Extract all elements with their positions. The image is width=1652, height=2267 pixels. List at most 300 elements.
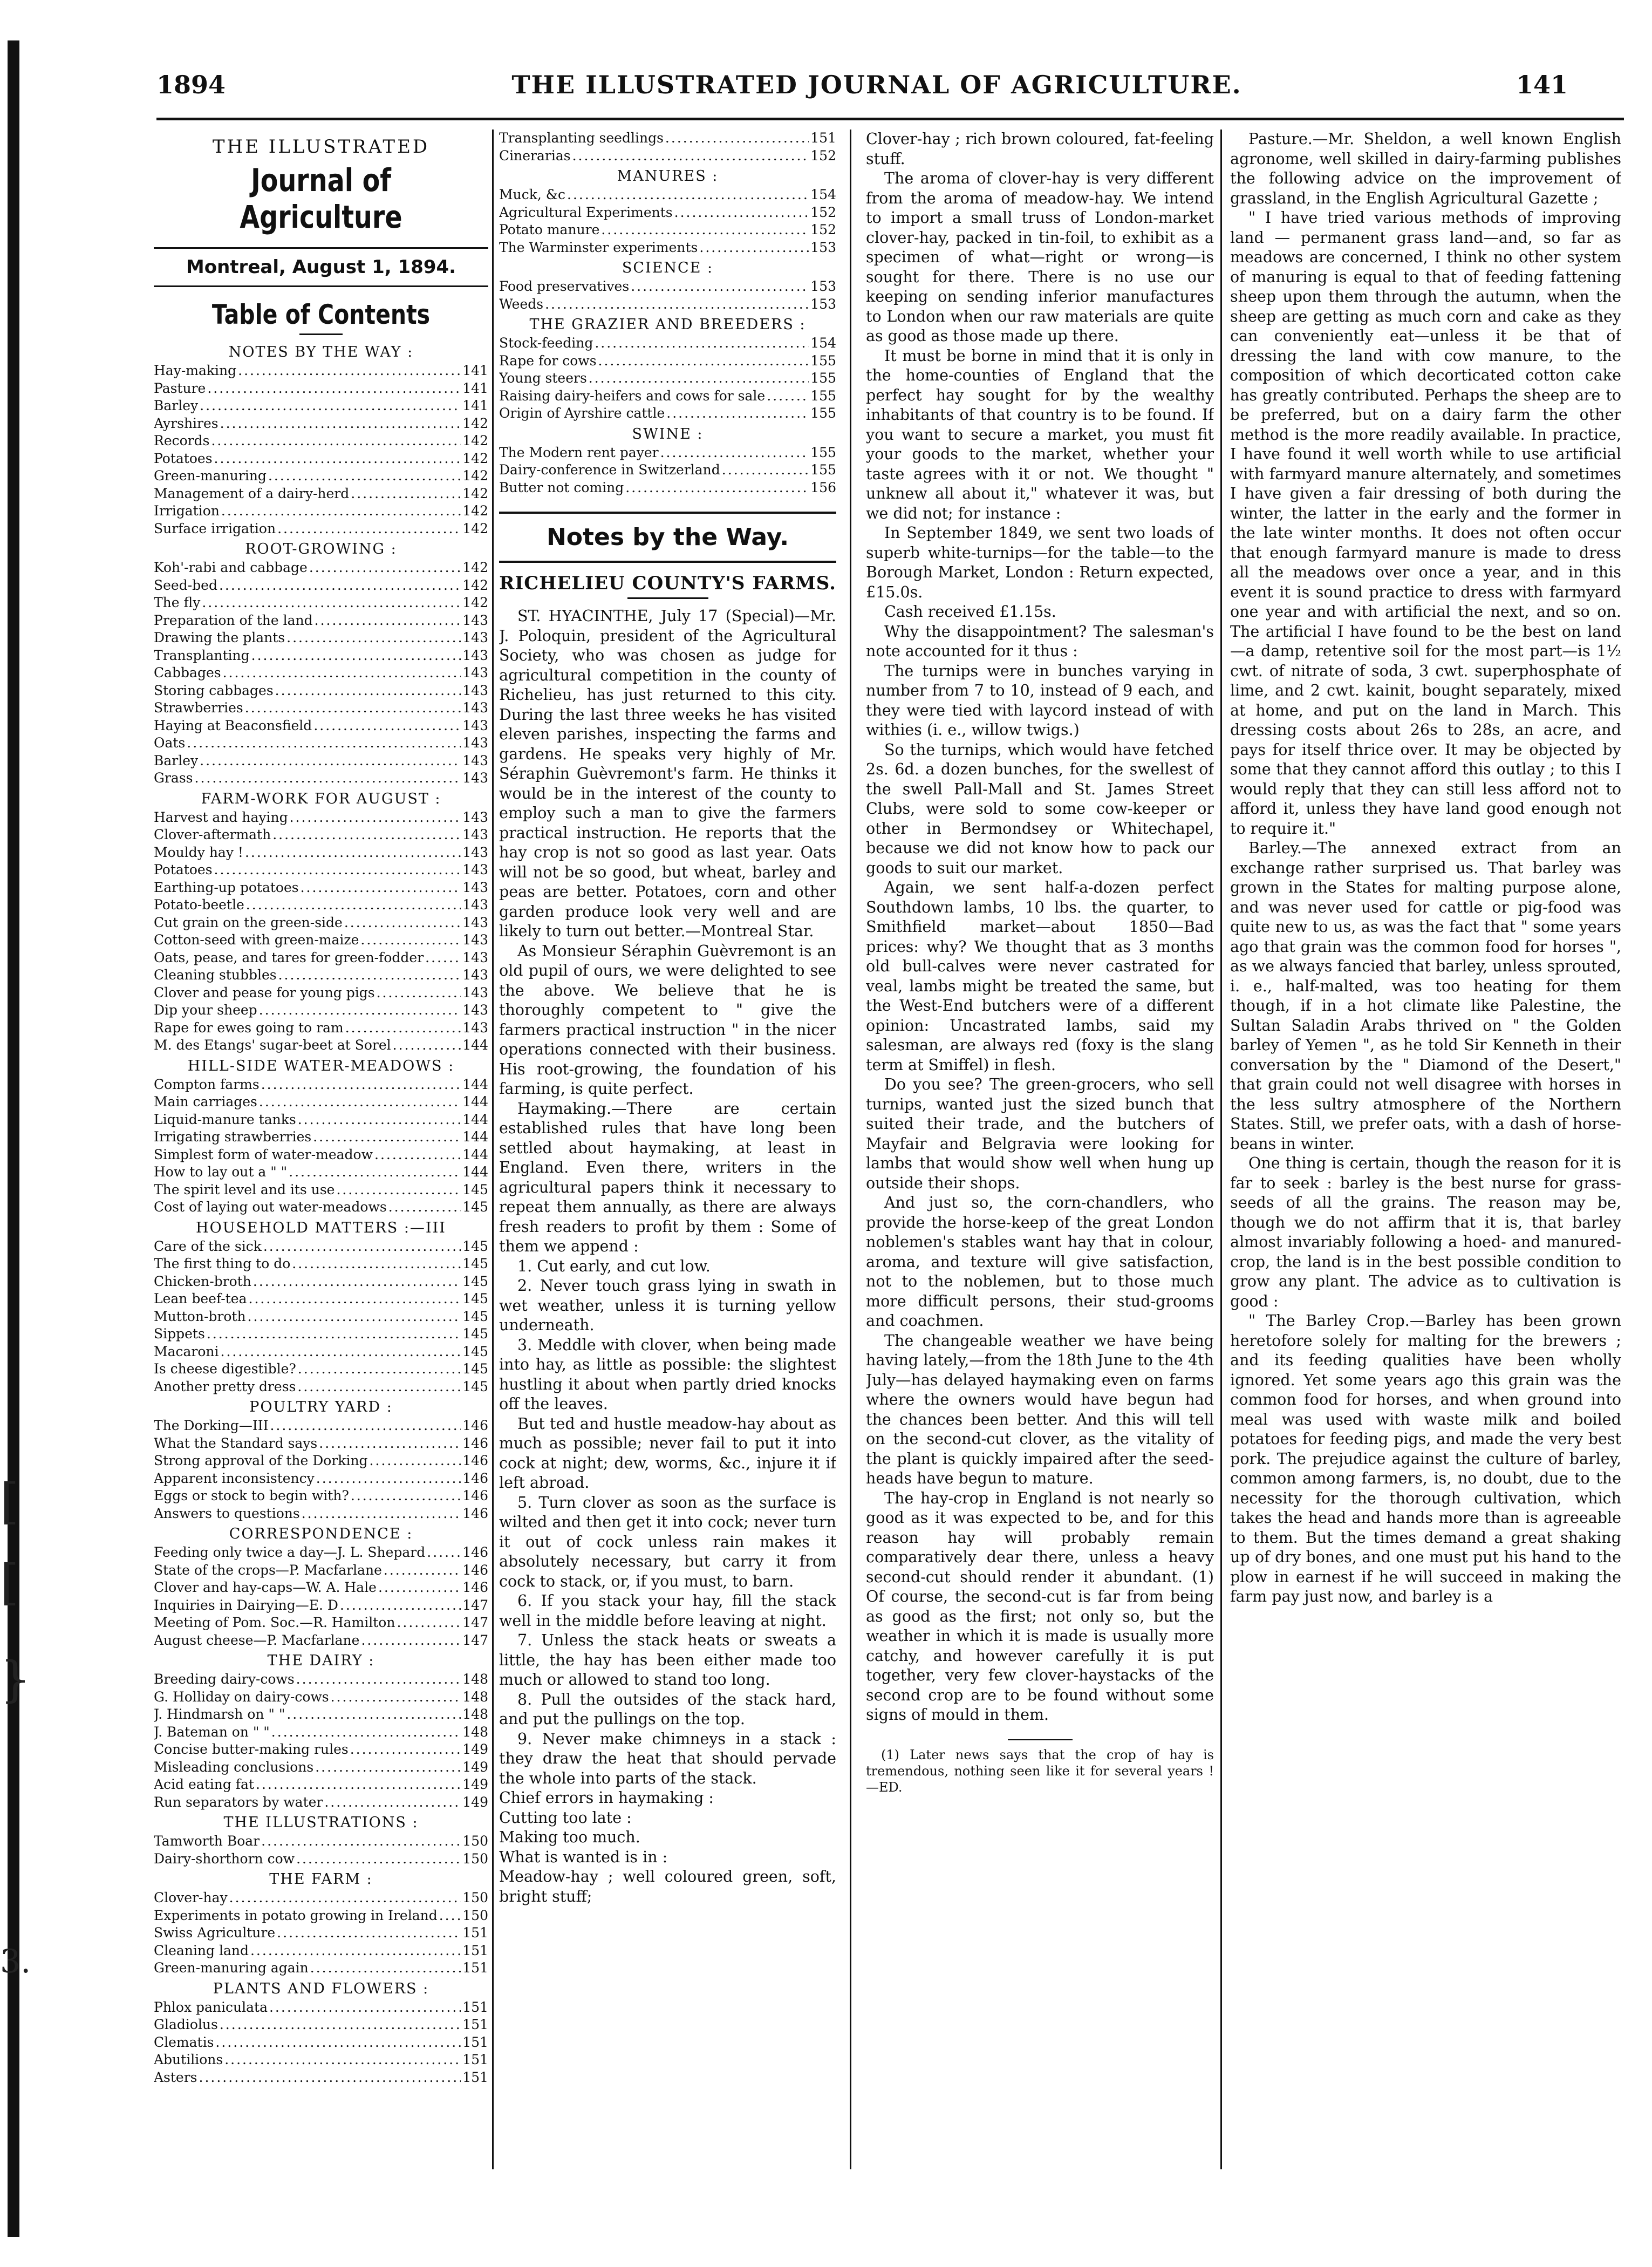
toc-entry-page: 143 — [462, 752, 488, 768]
toc-entry-title: State of the crops—P. Macfarlane — [154, 1562, 382, 1578]
toc-entry-title: Dip your sheep — [154, 1002, 257, 1018]
toc-section-heading: THE DAIRY : — [267, 1652, 375, 1669]
toc-entry-page: 151 — [462, 2069, 488, 2085]
toc-entry-page: 151 — [462, 2017, 488, 2032]
toc-entry-page: 151 — [462, 1925, 488, 1941]
toc-entry — [154, 1470, 488, 1488]
body-paragraph: Haymaking.—There are certain established rules that have long been settled about haymaking, at least in England. Even there, writers in the agricultural papers think it necessary to repeat them annually, as there are always fresh readers to profit by them : Some of them we append : — [499, 1099, 836, 1255]
toc-entry-page: 148 — [462, 1706, 488, 1722]
body-paragraph: As Monsieur Séraphin Guèvremont is an old pupil of ours, we were delighted to see the above. We believe that he is thoroughly competent to " give the farmers practical instruction " in the nicer operations connected with their business. His root-growing, the foundation of his farming, is quite perfect. — [499, 942, 836, 1098]
toc-leader-dots — [253, 1273, 461, 1291]
toc-entry — [154, 1255, 488, 1273]
toc-leader-dots — [631, 278, 809, 296]
column-3 — [866, 130, 1214, 2234]
toc-entry-page: 146 — [462, 1435, 488, 1451]
column-rule — [492, 130, 494, 2169]
header-rule — [156, 118, 1624, 120]
toc-leader-dots — [572, 147, 809, 165]
toc-entry — [499, 221, 836, 239]
toc-entry — [154, 1273, 488, 1291]
toc-entry-title: Misleading conclusions — [154, 1759, 314, 1775]
toc-entry — [154, 1907, 488, 1925]
toc-entry-page: 142 — [462, 577, 488, 593]
toc-entry — [154, 1706, 488, 1724]
toc-leader-dots — [384, 1562, 461, 1580]
toc-entry — [499, 239, 836, 257]
toc-list — [154, 343, 488, 2086]
toc-entry-title: Acid eating fat — [154, 1776, 254, 1792]
toc-entry-title: Cinerarias — [499, 147, 571, 164]
toc-entry — [154, 949, 488, 967]
toc-entry-title: Run separators by water — [154, 1794, 323, 1810]
toc-entry-page: 145 — [462, 1181, 488, 1197]
masthead-dateline: Montreal, August 1, 1894. — [154, 247, 488, 287]
toc-leader-dots — [374, 1146, 461, 1164]
toc-entry-page: 143 — [462, 682, 488, 698]
toc-entry-page: 147 — [462, 1632, 488, 1648]
toc-entry — [154, 682, 488, 700]
toc-section-heading: ROOT-GROWING : — [245, 541, 397, 557]
toc-entry-page: 141 — [462, 363, 488, 378]
toc-entry — [154, 699, 488, 717]
toc-entry-title: Macaroni — [154, 1343, 219, 1359]
toc-leader-dots — [345, 1019, 461, 1037]
toc-entry — [154, 1290, 488, 1308]
article-heading-rule — [627, 597, 708, 599]
body-paragraph: Pasture.—Mr. Sheldon, a well known English agronome, well skilled in dairy-farming publishes the following advice on the improvement of grassland, in the English Agricultural Gazette ; — [1230, 130, 1621, 207]
toc-entry-page: 148 — [462, 1689, 488, 1705]
body-paragraph: 6. If you stack your hay, fill the stack well in the middle before leaving at night. — [499, 1592, 836, 1630]
toc-entry-title: Barley — [154, 398, 199, 413]
toc-leader-dots — [316, 1470, 461, 1488]
toc-entry-page: 143 — [462, 647, 488, 663]
toc-entry — [154, 1199, 488, 1216]
footnote-rule — [1008, 1739, 1073, 1740]
toc-leader-dots — [674, 204, 809, 222]
toc-entry-page: 144 — [462, 1094, 488, 1109]
toc-leader-dots — [427, 1544, 461, 1562]
toc-entry-title: Drawing the plants — [154, 630, 285, 645]
toc-entry — [154, 520, 488, 538]
toc-entry — [154, 1924, 488, 1942]
toc-entry-title: Compton farms — [154, 1076, 260, 1092]
body-paragraph: But ted and hustle meadow-hay about as much as possible; never fail to put it into cock at night; dew, worms, &c., injure it if left abroad. — [499, 1414, 836, 1492]
toc-entry — [154, 1671, 488, 1689]
toc-leader-dots — [344, 914, 461, 932]
toc-section-heading: PLANTS AND FLOWERS : — [213, 1980, 429, 1997]
toc-leader-dots — [220, 2016, 461, 2034]
toc-entry-page: 152 — [810, 204, 836, 220]
toc-section-heading: SWINE : — [632, 425, 704, 442]
toc-leader-dots — [315, 1759, 461, 1776]
toc-leader-dots — [625, 479, 809, 497]
toc-leader-dots — [249, 1290, 461, 1308]
toc-entry-title: Simplest form of water-meadow — [154, 1146, 373, 1162]
toc-entry — [154, 1002, 488, 1019]
toc-entry — [154, 861, 488, 879]
body-paragraph: Why the disappointment? The salesman's note accounted for it thus : — [866, 622, 1214, 660]
toc-entry-title: Green-manuring again — [154, 1960, 309, 1976]
toc-leader-dots — [660, 444, 809, 462]
toc-entry-title: Potatoes — [154, 862, 213, 877]
toc-leader-dots — [263, 1238, 461, 1256]
toc-leader-dots — [271, 1724, 461, 1741]
toc-entry-page: 143 — [462, 735, 488, 751]
toc-leader-dots — [286, 1706, 461, 1724]
toc-entry-title: Cut grain on the green-side — [154, 914, 343, 930]
toc-entry — [154, 1163, 488, 1181]
toc-entry — [499, 186, 836, 204]
toc-entry — [154, 1741, 488, 1759]
toc-entry-page: 142 — [462, 485, 488, 501]
body-paragraph: Cash received £1.15s. — [884, 603, 1056, 621]
toc-entry-page: 153 — [810, 296, 836, 312]
toc-entry-title: Breeding dairy-cows — [154, 1671, 295, 1687]
toc-entry — [154, 752, 488, 770]
column-4 — [1230, 130, 1621, 2234]
toc-entry-title: Clover-hay — [154, 1890, 228, 1905]
toc-entry — [154, 362, 488, 380]
toc-leader-dots — [425, 949, 461, 967]
toc-title: Table of Contents — [211, 299, 431, 330]
toc-entry-page: 149 — [462, 1776, 488, 1792]
toc-section-heading: HOUSEHOLD MATTERS :—III — [196, 1219, 446, 1236]
toc-leader-dots — [310, 1959, 461, 1977]
toc-entry-page: 149 — [462, 1794, 488, 1810]
toc-entry-title: Irrigation — [154, 503, 220, 519]
toc-entry-title: Grass — [154, 770, 193, 786]
toc-entry-title: Mutton-broth — [154, 1308, 246, 1324]
toc-entry-title: Transplanting seedlings — [499, 130, 664, 146]
toc-entry — [154, 1597, 488, 1615]
toc-entry-title: The Warminster experiments — [499, 239, 698, 255]
toc-entry — [154, 1019, 488, 1037]
toc-leader-dots — [378, 1579, 461, 1597]
toc-entry-page: 144 — [462, 1146, 488, 1162]
toc-entry — [154, 826, 488, 844]
binding-spine — [8, 40, 19, 2237]
toc-entry — [154, 1181, 488, 1199]
toc-entry-title: Pasture — [154, 380, 206, 396]
body-paragraph: So the turnips, which would have fetched 2s. 6d. a dozen bunches, for the swellest of the swell Pall-Mall and St. James Street Clubs, were sold to some cow-keeper or other in Bermondsey or Whitechapel, because we did not know how to pack our goods to suit our market. — [866, 740, 1214, 877]
toc-entry-page: 155 — [810, 352, 836, 369]
toc-entry-page: 143 — [462, 700, 488, 716]
toc-entry-page: 152 — [810, 147, 836, 164]
toc-entry-title: Feeding only twice a day—J. L. Shepard — [154, 1544, 426, 1560]
toc-entry — [154, 647, 488, 665]
toc-entry-title: Records — [154, 433, 210, 448]
toc-entry-title: Clover and pease for young pigs — [154, 984, 375, 1000]
toc-entry — [154, 485, 488, 503]
toc-leader-dots — [245, 844, 461, 862]
toc-leader-dots — [214, 450, 461, 468]
toc-entry-title: Abutilions — [154, 2052, 223, 2067]
toc-leader-dots — [302, 1505, 461, 1523]
toc-leader-dots — [261, 1076, 461, 1094]
header-page-number: 141 — [1516, 70, 1568, 99]
toc-entry-page: 150 — [462, 1890, 488, 1905]
toc-entry — [154, 1544, 488, 1562]
toc-entry — [154, 717, 488, 735]
toc-entry-title: What the Standard says — [154, 1435, 318, 1451]
body-paragraph: 5. Turn clover as soon as the surface is wilted and then get it into cock; never turn it out of cock unless rain makes it absolutely necessary, but carry it from cock to stack, or, if you must, to barn. — [499, 1493, 836, 1590]
toc-entry — [154, 467, 488, 485]
toc-leader-dots — [229, 1889, 461, 1907]
toc-entry-page: 146 — [462, 1418, 488, 1433]
column-2 — [499, 130, 836, 2234]
toc-leader-dots — [259, 1002, 461, 1019]
toc-leader-dots — [319, 1435, 461, 1453]
toc-leader-dots — [221, 1343, 461, 1361]
toc-entry — [154, 1308, 488, 1326]
toc-entry — [154, 2069, 488, 2087]
toc-entry-title: Preparation of the land — [154, 612, 313, 628]
toc-leader-dots — [397, 1614, 461, 1632]
toc-entry — [154, 1562, 488, 1580]
footnote: (1) Later news says that the crop of hay is tremendous, nothing seen like it for several years !—ED. — [866, 1747, 1214, 1795]
toc-entry-page: 155 — [810, 370, 836, 386]
toc-entry-page: 155 — [810, 387, 836, 404]
body-paragraph: Do you see? The green-grocers, who sell turnips, wanted just the sized bunch that suited their trade, and the butchers of Mayfair and Belgravia were looking for lambs that would show well when hung up outside their shops. — [866, 1075, 1214, 1192]
toc-entry-page: 150 — [462, 1850, 488, 1867]
toc-entry-title: Ayrshires — [154, 415, 219, 431]
body-paragraph: 8. Pull the outsides of the stack hard, and put the pullings on the top. — [499, 1690, 836, 1728]
toc-entry — [154, 1435, 488, 1453]
column-rule — [1220, 130, 1222, 2169]
toc-leader-dots — [223, 664, 461, 682]
toc-entry-page: 142 — [462, 468, 488, 484]
toc-entry — [499, 204, 836, 222]
toc-entry — [154, 1487, 488, 1505]
toc-entry-page: 152 — [810, 222, 836, 237]
toc-entry-page: 143 — [462, 665, 488, 680]
body-paragraph: The aroma of clover-hay is very different from the aroma of meadow-hay. We intend to import a small truss of London-market clover-hay, packed in tin-foil, to exhibit as a specimen of what—right or wrong—is sought for there. There is no use our keeping on sending inferior manufactures to London when our raw materials are quite as good as those made up there. — [866, 169, 1214, 345]
toc-entry-page: 143 — [462, 967, 488, 983]
toc-entry-page: 151 — [462, 2052, 488, 2067]
toc-entry — [154, 1689, 488, 1706]
toc-title-rule — [299, 333, 343, 335]
toc-entry — [154, 1128, 488, 1146]
body-paragraph: ST. HYACINTHE, July 17 (Special)—Mr. J. Poloquin, president of the Agricultural Society, who was chosen as judge for agricultural competition in the county of Richelieu, has just returned to this city. During the last three weeks he has visited eleven parishes, inspecting the farms and gardens. He speaks very highly of Mr. Séraphin Guèvremont's farm. He thinks it would be in the interest of the county to employ such a man to give the farmers practical instruction. He reports that the hay crop is not so good as last year. Oats will not be so good, but wheat, barley and peas are better. Potatoes, corn and other garden produce look very well and are likely to turn out better.—Montreal Star. — [499, 607, 836, 940]
toc-entry-title: Seed-bed — [154, 577, 217, 593]
toc-leader-dots — [296, 1671, 461, 1689]
toc-entry — [499, 444, 836, 462]
toc-leader-dots — [275, 682, 461, 700]
toc-entry-page: 147 — [462, 1615, 488, 1630]
toc-entry-title: Swiss Agriculture — [154, 1925, 276, 1941]
toc-entry-page: 154 — [810, 187, 836, 202]
margin-brace: } — [0, 1651, 31, 1708]
toc-entry-page: 144 — [462, 1164, 488, 1180]
body-paragraph: 2. Never touch grass lying in swath in wet weather, unless it is turning yellow underneath. — [499, 1277, 836, 1334]
toc-entry-title: Barley — [154, 752, 199, 768]
toc-entry-page: 151 — [462, 1942, 488, 1958]
toc-entry — [154, 1378, 488, 1396]
toc-entry-page: 150 — [462, 1907, 488, 1923]
toc-leader-dots — [370, 1452, 461, 1470]
toc-leader-dots — [361, 1632, 461, 1650]
margin-note: 3. — [0, 1943, 31, 1980]
toc-entry — [154, 896, 488, 914]
toc-leader-dots — [207, 1325, 461, 1343]
toc-leader-dots — [270, 1417, 461, 1435]
toc-entry-page: 144 — [462, 1076, 488, 1092]
body-paragraph: The hay-crop in England is not nearly so good as it was expected to be, and for this reason hay will probably remain comparatively dear there, unless a heavy second-cut should render it abundant. (1) Of course, the second-cut is far from being as good as the first; not only so, but the weather in which it is made is usually more catchy, and however carefully it is put together, very few clover-haystacks of the second crop are to be found without some signs of mould in them. — [866, 1489, 1214, 1724]
toc-entry-page: 151 — [462, 1960, 488, 1976]
toc-leader-dots — [309, 559, 461, 577]
toc-entry — [154, 1794, 488, 1812]
toc-entry-title: Potato manure — [499, 222, 600, 237]
toc-entry — [154, 1999, 488, 2017]
toc-entry-page: 143 — [462, 717, 488, 733]
toc-entry-page: 143 — [462, 879, 488, 895]
toc-entry-page: 142 — [462, 503, 488, 519]
body-paragraph: In September 1849, we sent two loads of superb white-turnips—for the table—to the Borough Market, London : Return expected, £15.0s. — [866, 524, 1214, 601]
toc-entry-page: 141 — [462, 398, 488, 413]
toc-entry — [154, 1093, 488, 1111]
body-paragraph: It must be borne in mind that it is only in the home-counties of England that the perfect hay sought for by the wealthy inhabitants of that country is to be found. If you want to secure a market, you must fit your goods to the market, whether your taste agrees with it or not. We thought " unknew all about it," whatever it was, but we did not; for instance : — [866, 346, 1214, 522]
toc-entry — [154, 380, 488, 398]
toc-entry-page: 145 — [462, 1343, 488, 1359]
toc-leader-dots — [246, 896, 461, 914]
toc-entry-title: Tamworth Boar — [154, 1833, 260, 1849]
toc-entry — [154, 1889, 488, 1907]
toc-entry — [154, 1632, 488, 1650]
toc-entry — [154, 594, 488, 612]
toc-entry-title: Rape for ewes going to ram — [154, 1019, 344, 1036]
toc-leader-dots — [220, 415, 461, 433]
margin-bracket: [ — [0, 1473, 19, 1530]
toc-entry-page: 143 — [462, 770, 488, 786]
toc-entry-page: 146 — [462, 1580, 488, 1595]
toc-entry — [154, 664, 488, 682]
toc-entry-title: Experiments in potato growing in Ireland — [154, 1907, 438, 1923]
toc-entry-title: Lean beef-tea — [154, 1291, 247, 1306]
toc-entry-title: How to lay out a " " — [154, 1164, 288, 1180]
toc-entry-title: Phlox paniculata — [154, 1999, 268, 2015]
body-paragraph: 9. Never make chimneys in a stack : they draw the heat that should pervade the whole into parts of the stack. — [499, 1730, 836, 1787]
toc-entry-page: 143 — [462, 809, 488, 825]
toc-leader-dots — [393, 1037, 461, 1054]
toc-leader-dots — [567, 186, 809, 204]
toc-entry-page: 143 — [462, 914, 488, 930]
toc-leader-dots — [336, 1181, 461, 1199]
toc-entry — [154, 1238, 488, 1256]
toc-leader-dots — [187, 734, 461, 752]
toc-entry-title: Cleaning stubbles — [154, 967, 277, 983]
notes-title: Notes by the Way. — [499, 512, 836, 563]
toc-entry-title: Answers to questions — [154, 1505, 300, 1521]
toc-entry-title: The Modern rent payer — [499, 444, 659, 460]
toc-leader-dots — [331, 1689, 461, 1706]
body-paragraph: 7. Unless the stack heats or sweats a little, the hay has been either made too much or allowed to stand too long. — [499, 1631, 836, 1689]
body-paragraph: Clover-hay ; rich brown coloured, fat-feeling stuff. — [866, 130, 1214, 168]
toc-leader-dots — [351, 1487, 461, 1505]
toc-leader-dots — [278, 966, 461, 984]
toc-entry — [154, 1833, 488, 1850]
toc-entry-title: Management of a dairy-herd — [154, 485, 350, 501]
toc-section-heading: SCIENCE : — [622, 260, 714, 276]
toc-entry — [154, 984, 488, 1002]
toc-entry — [499, 147, 836, 165]
toc-entry — [154, 734, 488, 752]
toc-entry — [154, 612, 488, 630]
toc-entry — [154, 770, 488, 787]
toc-entry — [499, 461, 836, 479]
toc-entry-page: 142 — [462, 560, 488, 575]
toc-entry-page: 149 — [462, 1759, 488, 1775]
body-paragraph: The turnips were in bunches varying in number from 7 to 10, instead of 9 each, and they were tied with laycord instead of with withies (i. e., willow twigs.) — [866, 662, 1214, 739]
toc-leader-dots — [199, 2069, 461, 2087]
toc-entry — [154, 2034, 488, 2052]
toc-entry — [154, 844, 488, 862]
toc-leader-dots — [215, 2034, 461, 2052]
toc-leader-dots — [722, 461, 809, 479]
toc-entry-title: G. Holliday on dairy-cows — [154, 1689, 329, 1705]
toc-entry-title: Cleaning land — [154, 1942, 249, 1958]
toc-leader-dots — [292, 1255, 461, 1273]
toc-entry-page: 151 — [810, 130, 836, 146]
toc-leader-dots — [296, 1850, 461, 1868]
toc-entry — [154, 1776, 488, 1794]
toc-entry-page: 151 — [462, 1999, 488, 2015]
body-paragraph: 1. Cut early, and cut low. — [517, 1257, 711, 1275]
toc-entry-page: 145 — [462, 1199, 488, 1215]
toc-leader-dots — [313, 717, 461, 735]
toc-entry — [154, 1959, 488, 1977]
toc-entry-title: Care of the sick — [154, 1238, 262, 1254]
toc-entry-title: Irrigating strawberries — [154, 1129, 312, 1145]
toc-entry-page: 147 — [462, 1597, 488, 1613]
toc-leader-dots — [272, 826, 461, 844]
toc-leader-dots — [214, 861, 461, 879]
toc-entry-title: Haying at Beaconsfield — [154, 717, 312, 733]
toc-entry-title: Dairy-shorthorn cow — [154, 1850, 295, 1867]
toc-entry-page: 153 — [810, 239, 836, 255]
toc-entry-title: August cheese—P. Macfarlane — [154, 1632, 360, 1648]
toc-entry-page: 143 — [462, 984, 488, 1000]
column-rule — [850, 130, 851, 2169]
body-paragraph: " The Barley Crop.—Barley has been grown heretofore solely for malting for the brewers ; and its feeding qualities have been wholly ignored. Yet some years ago this grain was the common food for horses, and when ground into meal was used with waste milk and boiled potatoes for feeding pigs, and made the very best pork. The prejudice against the culture of barley, common among farmers, is, no doubt, due to the necessity for the thorough cultivation, which takes the head and hands more than is agreeable to them. But the times demand a great shaking up of dry bones, and one must put his hand to the plow in earnest if he will succeed in making the farm pay just now, and barley is a — [1230, 1312, 1621, 1605]
toc-entry — [499, 352, 836, 370]
toc-leader-dots — [202, 594, 461, 612]
toc-entry — [499, 370, 836, 387]
toc-leader-dots — [298, 1360, 461, 1378]
toc-entry-title: Gladiolus — [154, 2017, 218, 2032]
article-heading: RICHELIEU COUNTY'S FARMS. — [499, 573, 836, 594]
toc-entry-title: The fly — [154, 595, 201, 610]
toc-entry — [154, 629, 488, 647]
toc-entry-page: 146 — [462, 1505, 488, 1521]
toc-entry-page: 146 — [462, 1488, 488, 1503]
toc-entry-page: 145 — [462, 1273, 488, 1289]
toc-entry — [154, 931, 488, 949]
toc-entry — [154, 1037, 488, 1054]
body-paragraph: Making too much. — [499, 1828, 640, 1846]
toc-entry-page: 150 — [462, 1833, 488, 1849]
toc-entry-page: 143 — [462, 897, 488, 913]
body-paragraph: And just so, the corn-chandlers, who provide the horse-keep of the great London noblemen's stables want hay that in colour, aroma, and texture will give satisfaction, not to the noblemen, but to those much more difficult persons, their stud-grooms and coachmen. — [866, 1194, 1214, 1330]
toc-entry — [499, 405, 836, 423]
toc-entry — [154, 415, 488, 433]
toc-entry-title: Butter not coming — [499, 479, 624, 495]
toc-leader-dots — [313, 1128, 461, 1146]
toc-entry-page: 141 — [462, 380, 488, 396]
toc-entry — [154, 1417, 488, 1435]
body-paragraph: The changeable weather we have being having lately,—from the 18th June to the 4th July—has delayed haymaking even on farms where the owners would have begun had the chances been better. And this will tell on the second-cut clover, as the vitality of the plant is quickly impaired after the seed-heads have begun to mature. — [866, 1331, 1214, 1487]
toc-entry-title: Strong approval of the Dorking — [154, 1453, 368, 1468]
toc-entry-page: 149 — [462, 1741, 488, 1757]
